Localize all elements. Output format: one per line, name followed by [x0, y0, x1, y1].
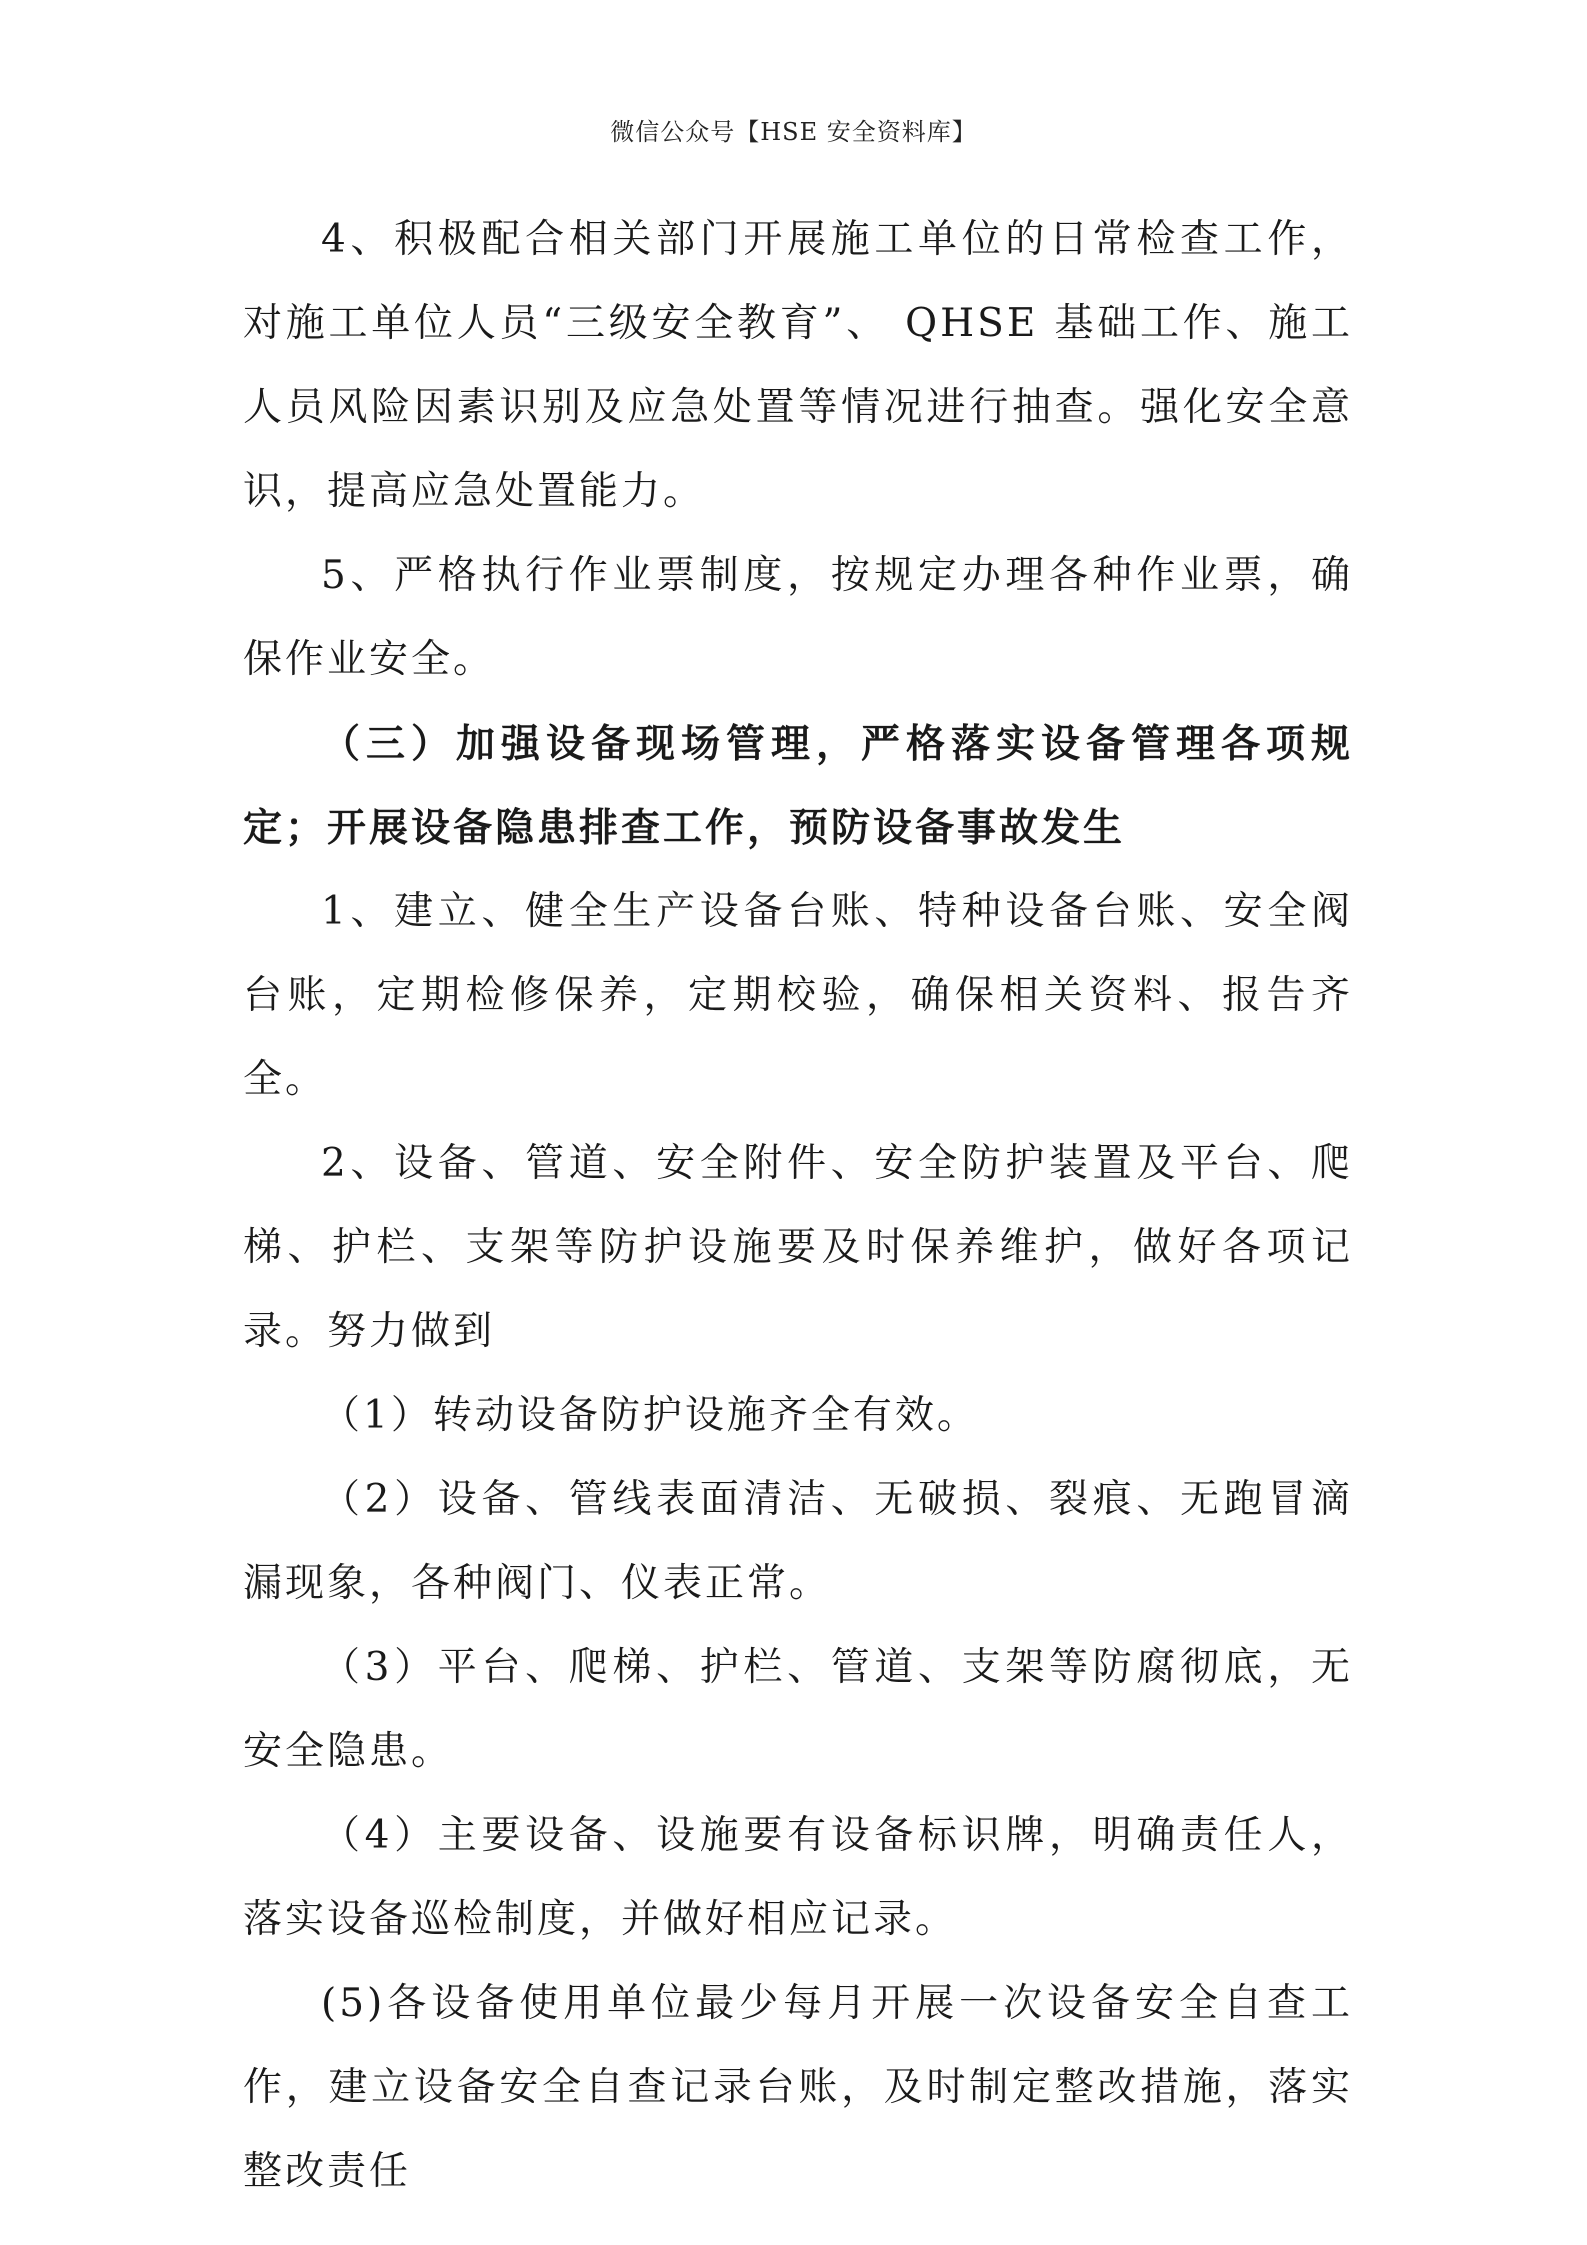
document-body — [243, 198, 1353, 2214]
sub-item-3: （3）平台、爬梯、护栏、管道、支架等防腐彻底，无安全隐患。 — [243, 1645, 1353, 1774]
sub-item-1: （1）转动设备防护设施齐全有效。 — [321, 1393, 979, 1438]
sub-item-5: (5)各设备使用单位最少每月开展一次设备安全自查工作，建立设备安全自查记录台账，及时制定整改措施，落实整改责任 — [243, 1981, 1353, 2194]
paragraph-item-5: 5、严格执行作业票制度，按规定办理各种作业票，确保作业安全。 — [243, 553, 1353, 682]
page-header: 微信公众号【HSE 安全资料库】 — [610, 118, 977, 146]
paragraph-item-1: 1、建立、健全生产设备台账、特种设备台账、安全阀台账，定期检修保养，定期校验，确保相关资料、报告齐全。 — [243, 889, 1353, 1102]
paragraph-item-4: 4、积极配合相关部门开展施工单位的日常检查工作，对施工单位人员“三级安全教育”、 QHSE 基础工作、施工人员风险因素识别及应急处置等情况进行抽查。强化安全意识，提高应急处置能力。 — [243, 217, 1353, 514]
section-heading-3: （三）加强设备现场管理，严格落实设备管理各项规定；开展设备隐患排查工作，预防设备事故发生 — [243, 721, 1353, 851]
paragraph-item-2: 2、设备、管道、安全附件、安全防护装置及平台、爬梯、护栏、支架等防护设施要及时保养维护，做好各项记录。努力做到 — [243, 1141, 1353, 1354]
sub-item-2: （2）设备、管线表面清洁、无破损、裂痕、无跑冒滴漏现象，各种阀门、仪表正常。 — [243, 1477, 1353, 1606]
sub-item-4: （4）主要设备、设施要有设备标识牌，明确责任人，落实设备巡检制度，并做好相应记录。 — [243, 1813, 1353, 1942]
